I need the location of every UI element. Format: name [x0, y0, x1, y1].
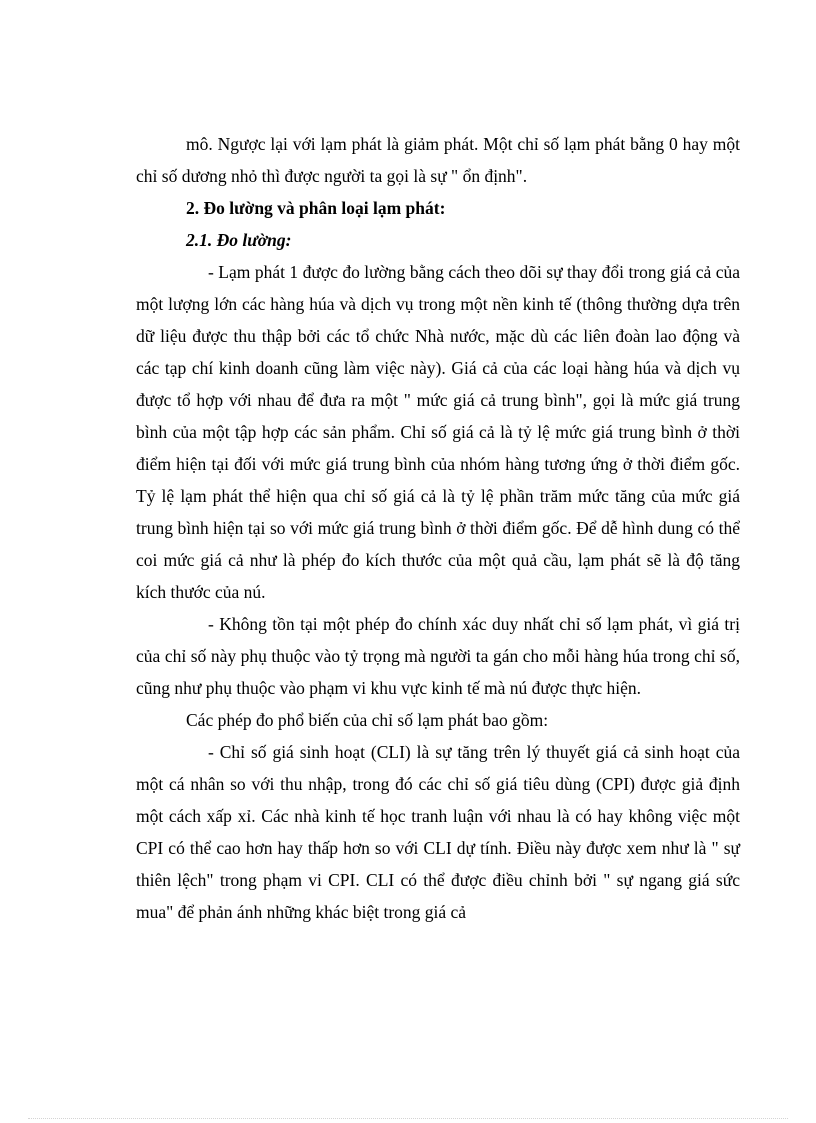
page-bottom-divider	[28, 1118, 788, 1119]
subsection-heading: 2.1. Đo lường:	[186, 230, 292, 250]
paragraph-measurement: - Lạm phát 1 được đo lường bằng cách theo dõi sự thay đổi trong giá cả của một lượng lớn các hàng húa và dịch vụ trong một nền kinh tế (thông thường dựa trên dữ liệu được thu thập bởi các tổ chức Nhà nước, mặc dù các liên đoàn lao động và các tạp chí kinh doanh cũng làm việc này). Giá cả của các loại hàng húa và dịch vụ được tổ hợp với nhau để đưa ra một " mức giá cả trung bình", gọi là mức giá trung bình của một tập hợp các sản phẩm. Chỉ số giá cả là tỷ lệ mức giá trung bình ở thời điểm hiện tại đối với mức giá trung bình của nhóm hàng tương ứng ở thời điểm gốc. Tỷ lệ lạm phát thể hiện qua chỉ số giá cả là tỷ lệ phần trăm mức tăng của mức giá trung bình hiện tại so với mức giá trung bình ở thời điểm gốc. Để dễ hình dung có thể coi mức giá cả như là phép đo kích thước của một quả cầu, lạm phát sẽ là độ tăng kích thước của nú.	[136, 262, 740, 602]
document-body	[136, 128, 740, 928]
paragraph-cli: - Chỉ số giá sinh hoạt (CLI) là sự tăng trên lý thuyết giá cả sinh hoạt của một cá nhân so với thu nhập, trong đó các chỉ số giá tiêu dùng (CPI) được giả định một cách xấp xỉ. Các nhà kinh tế học tranh luận với nhau là có hay không việc một CPI có thể cao hơn hay thấp hơn so với CLI dự tính. Điều này được xem như là " sự thiên lệch" trong phạm vi CPI. CLI có thể được điều chỉnh bởi " sự ngang giá sức mua" để phản ánh những khác biệt trong giá cả	[136, 742, 740, 922]
paragraph-no-exact-measure: - Không tồn tại một phép đo chính xác duy nhất chỉ số lạm phát, vì giá trị của chỉ số này phụ thuộc vào tỷ trọng mà người ta gán cho mỗi hàng húa trong chỉ số, cũng như phụ thuộc vào phạm vi khu vực kinh tế mà nú được thực hiện.	[136, 614, 740, 698]
paragraph-common-measures: Các phép đo phổ biến của chỉ số lạm phát bao gồm:	[186, 710, 549, 730]
section-heading: 2. Đo lường và phân loại lạm phát:	[186, 198, 446, 218]
paragraph-intro-continuation: mô. Ngược lại với lạm phát là giảm phát. Một chỉ số lạm phát bằng 0 hay một chỉ số dương nhỏ thì được người ta gọi là sự " ổn định".	[136, 134, 740, 186]
